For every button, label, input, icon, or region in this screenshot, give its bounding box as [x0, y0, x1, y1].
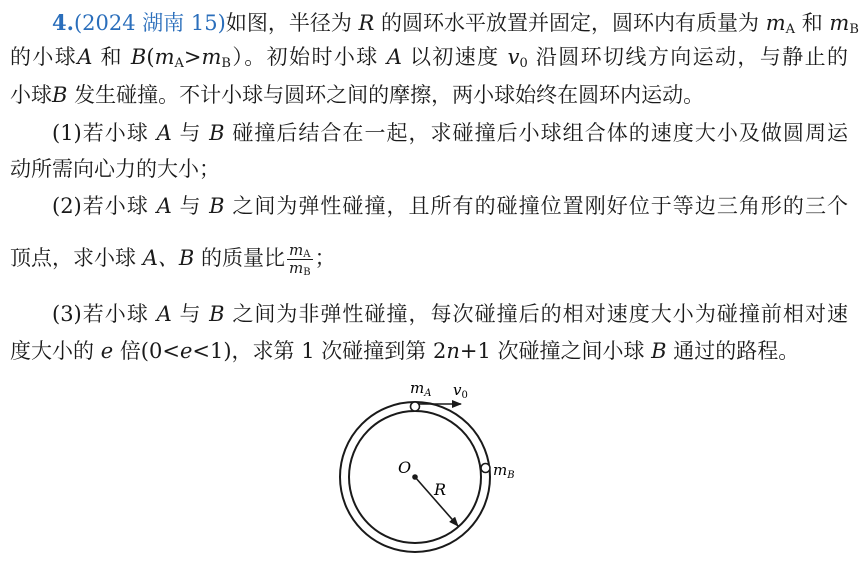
sub-A: A — [303, 249, 311, 260]
label-v0-sub: 0 — [461, 390, 468, 401]
text-span: 的圆环水平放置并固定，圆环内有质量为 — [381, 11, 760, 35]
question-2-line-1 — [52, 191, 848, 221]
text-span: ； — [314, 246, 336, 270]
var-m: m — [829, 11, 850, 35]
text-span: 碰撞后结合在一起，求碰撞后小球组合体的速度大小及做圆周运 — [232, 121, 848, 145]
label-mB — [493, 461, 515, 481]
label-mA-sub: A — [424, 388, 432, 399]
problem-line-2 — [10, 42, 848, 72]
var-m: m — [201, 45, 222, 69]
text-span: 动所需向心力的大小； — [10, 157, 220, 181]
var-m: m — [765, 11, 786, 35]
label-v0 — [453, 381, 468, 401]
text-span: (1)若小球 — [52, 121, 149, 145]
var-R: R — [358, 11, 375, 35]
var-A: A — [156, 194, 172, 218]
sub-A: A — [174, 56, 184, 71]
text-span: 的质量比 — [200, 246, 285, 270]
text-span: 之间为弹性碰撞，且所有的碰撞位置刚好位于等边三角形的三个 — [232, 194, 848, 218]
var-B: B — [130, 45, 147, 69]
question-1-line-2 — [10, 154, 848, 184]
paren: ( — [146, 45, 155, 69]
var-B: B — [52, 83, 68, 107]
ball-B — [481, 464, 490, 473]
text-span: 通过的路程。 — [673, 339, 800, 363]
sub-B: B — [849, 22, 859, 37]
sub-0: 0 — [519, 56, 528, 71]
mass-ratio-fraction — [287, 242, 313, 277]
var-A: A — [156, 302, 172, 326]
var-B: B — [651, 339, 667, 363]
text-span: 与 — [179, 121, 202, 145]
text-span: ）。初始时小球 — [230, 45, 379, 69]
text-span: 与 — [179, 194, 202, 218]
text-span: +1 次碰撞之间小球 — [459, 339, 645, 363]
problem-line-1 — [52, 8, 859, 38]
text-span: 度大小的 — [10, 339, 94, 363]
var-m: m — [288, 259, 304, 277]
label-mB-main: m — [493, 461, 508, 479]
var-A-B: A、B — [142, 246, 195, 270]
text-span: 如图，半径为 — [225, 11, 352, 35]
text-span: 和 — [801, 11, 823, 35]
sub-B: B — [303, 267, 311, 278]
text-span: 小球 — [10, 83, 52, 107]
question-3-line-1 — [52, 299, 848, 329]
text-span: 之间为非弹性碰撞，每次碰撞后的相对速度大小为碰撞前相对速 — [232, 302, 848, 326]
var-e: e — [179, 339, 193, 363]
var-A: A — [386, 45, 402, 69]
text-span: (2)若小球 — [52, 194, 149, 218]
question-1-line-1 — [52, 118, 848, 148]
var-B: B — [209, 121, 225, 145]
gt-sign: > — [183, 45, 202, 69]
text-span: 沿圆环切线方向运动，与静止的 — [535, 45, 849, 69]
sub-A: A — [785, 22, 796, 37]
var-B: B — [209, 302, 225, 326]
text-span: 与 — [179, 302, 202, 326]
label-R: R — [434, 480, 447, 499]
var-e: e — [100, 339, 114, 363]
text-span: 的小球 — [10, 45, 78, 69]
var-A: A — [156, 121, 172, 145]
text-span: (3)若小球 — [52, 302, 149, 326]
text-span: 顶点，求小球 — [10, 246, 136, 270]
text-span: 和 — [100, 45, 123, 69]
var-m: m — [288, 241, 304, 259]
var-m: m — [154, 45, 175, 69]
sub-B: B — [221, 56, 231, 71]
var-n: n — [446, 339, 460, 363]
label-mB-sub: B — [507, 470, 515, 481]
var-v: v — [507, 45, 520, 69]
problem-line-3 — [10, 80, 848, 110]
question-2-line-2 — [10, 238, 848, 278]
label-mA-main: m — [410, 379, 425, 397]
var-A: A — [77, 45, 93, 69]
text-span: <1)，求第 1 次碰撞到第 2 — [192, 339, 447, 363]
question-3-line-2 — [10, 336, 848, 366]
label-O: O — [398, 458, 412, 477]
ball-A — [411, 402, 420, 411]
label-mA — [410, 379, 431, 399]
ring-figure — [330, 374, 520, 569]
text-span: 发生碰撞。不计小球与圆环之间的摩擦，两小球始终在圆环内运动。 — [74, 83, 705, 107]
fraction-numerator — [287, 242, 313, 260]
text-span: 以初速度 — [409, 45, 500, 69]
problem-source: (2024 湖南 15) — [73, 11, 226, 35]
problem-number: 4. — [52, 10, 74, 35]
text-span: 倍(0< — [119, 339, 180, 363]
var-B: B — [209, 194, 225, 218]
label-v0-main: v — [453, 381, 462, 399]
fraction-denominator — [287, 260, 313, 277]
